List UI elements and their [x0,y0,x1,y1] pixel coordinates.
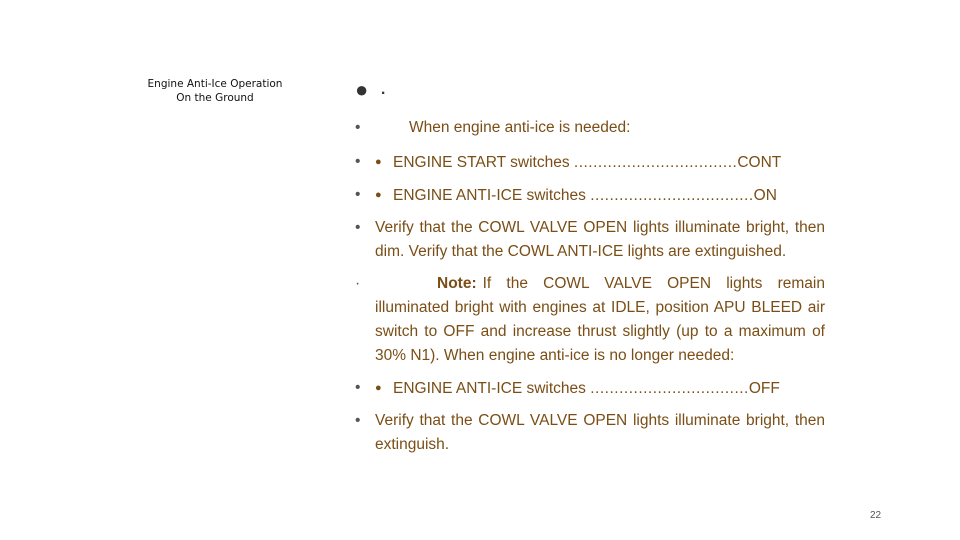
switch-label: ENGINE ANTI-ICE switches [393,380,586,397]
note-paragraph [375,272,825,368]
slide-title-line-2: On the Ground [176,92,254,104]
bullet-icon: • [355,412,361,429]
bullet-text: When engine anti-ice is needed: [409,119,631,136]
bullet-item-5 [355,272,825,368]
switch-value: OFF [748,380,780,397]
bullet-item-4 [355,216,825,264]
bullet-item-1 [355,116,825,140]
leader-dots: ................................. [590,380,749,397]
bullet-icon: • [355,219,361,236]
bullet-icon: ● [355,77,369,102]
switch-value: ON [753,187,777,204]
switch-label: ENGINE START switches [393,154,570,171]
page-number: 22 [870,510,882,521]
bullet-icon: • [355,186,361,203]
leader-dots: .................................. [573,154,738,171]
bullet-list [355,78,825,457]
note-label: Note: [437,275,477,292]
switch-value: CONT [737,154,782,171]
slide-title [130,77,300,105]
bullet-icon: · [355,275,361,292]
bullet-text: . [381,81,386,98]
bullet-item-7 [355,409,825,457]
leader-dots: .................................. [590,187,754,204]
bullet-icon: • [355,119,361,136]
note-text: If the COWL VALVE OPEN lights remain illuminated bright with engines at IDLE, position APU BLEED air switch to OFF and increase thrust slightly (up to a maximum of 30% N1). When engine anti-ice is no longer needed: [375,275,825,364]
bullet-icon: • [355,153,361,170]
inner-bullet-icon: ● [375,189,382,201]
bullet-text: Verify that the COWL VALVE OPEN lights illuminate bright, then dim. Verify that the COWL ANTI-ICE lights are extinguished. [375,219,825,260]
bullet-item-3 [355,183,825,208]
inner-bullet-icon: ● [375,156,382,168]
bullet-item-2 [355,150,825,175]
bullet-item-6 [355,376,825,401]
bullet-icon: • [355,379,361,396]
inner-bullet-icon: ● [375,382,382,394]
bullet-item-0 [355,78,825,116]
slide-title-line-1: Engine Anti-Ice Operation [147,78,283,90]
switch-label: ENGINE ANTI-ICE switches [393,187,586,204]
bullet-text: Verify that the COWL VALVE OPEN lights illuminate bright, then extinguish. [375,412,825,453]
